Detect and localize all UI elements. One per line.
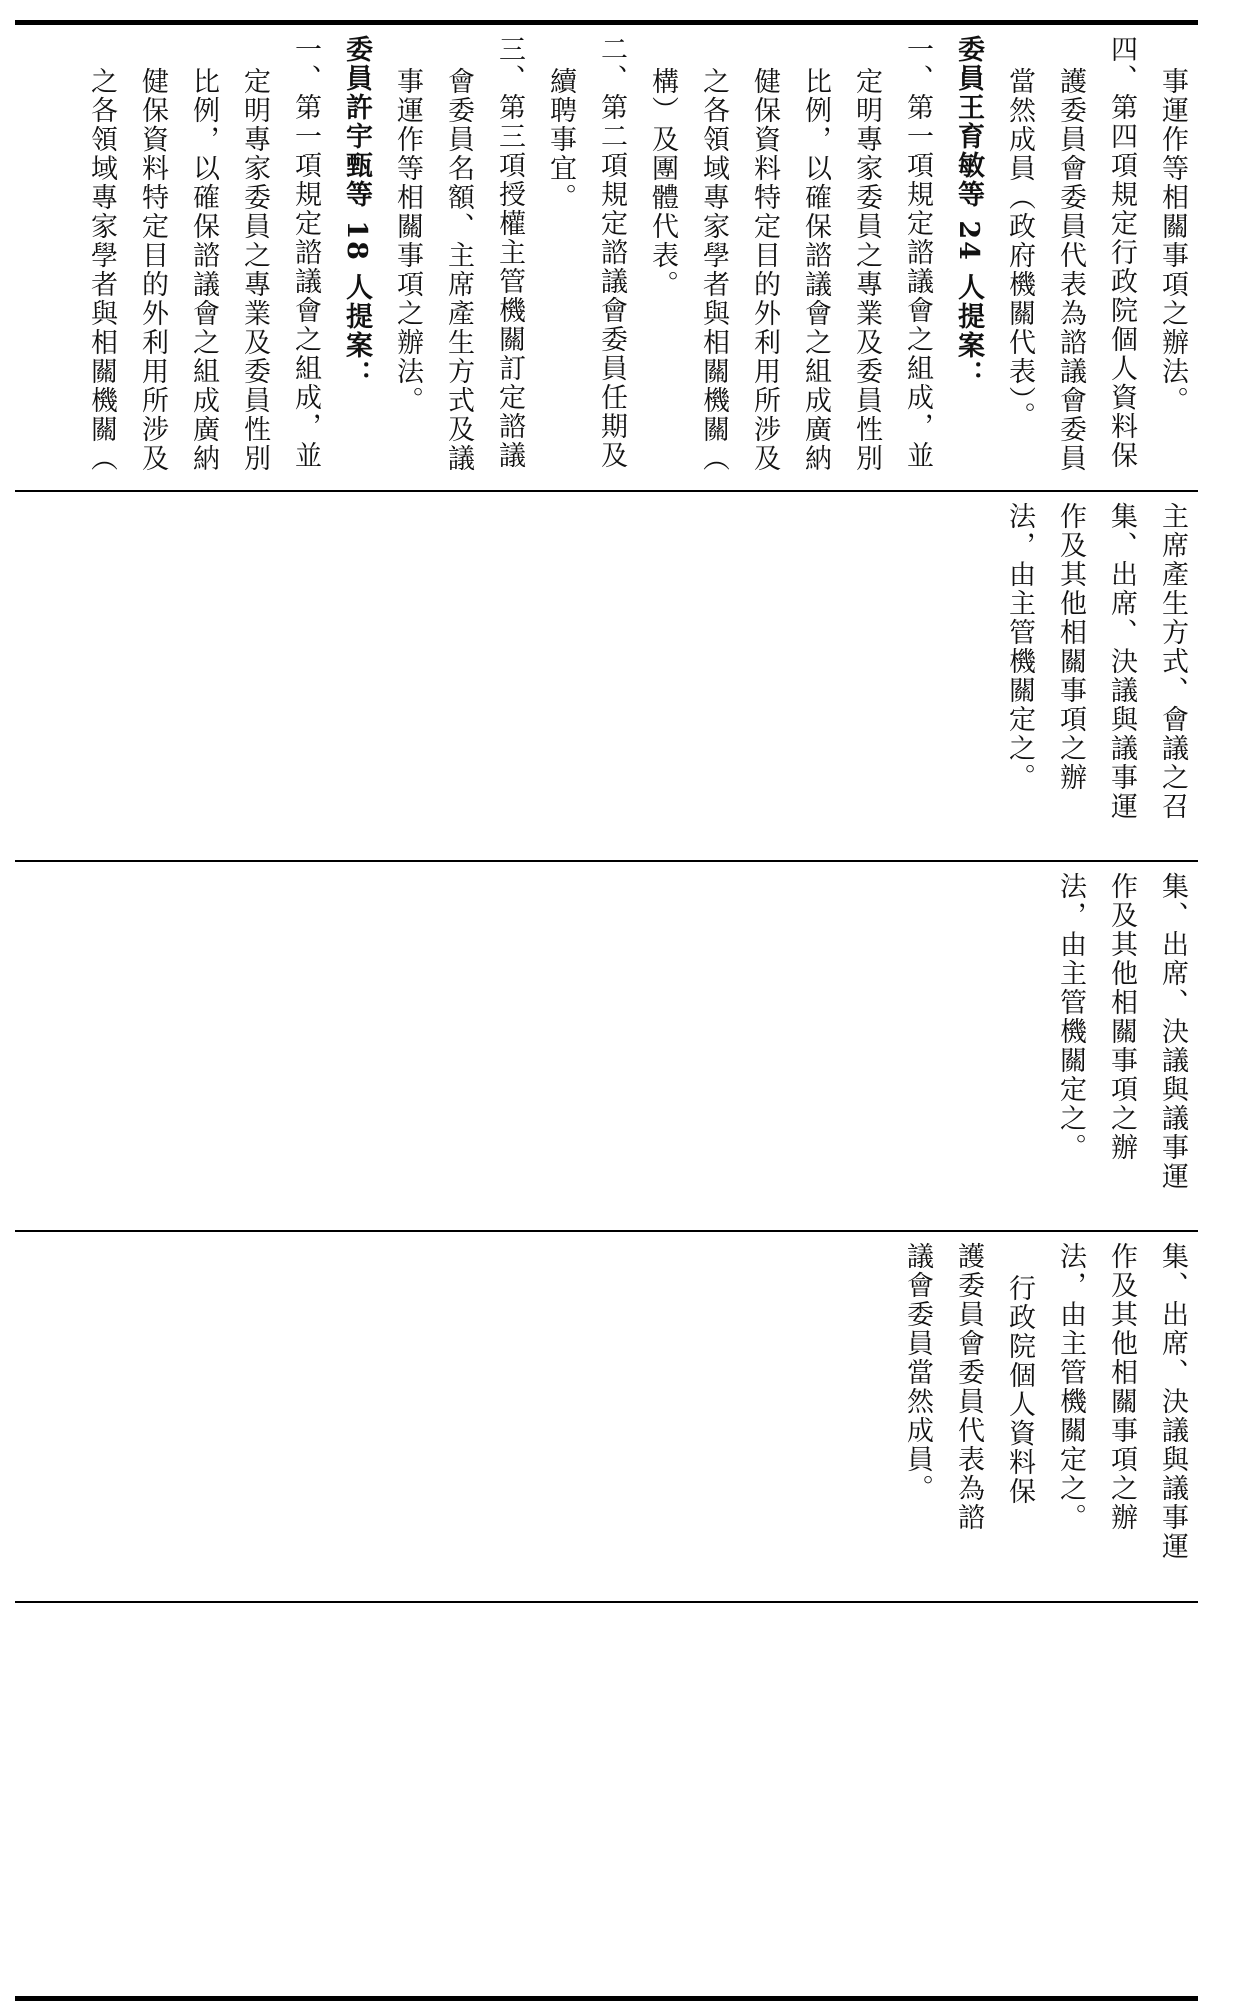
- text-line: 主席產生方式、會議之召: [1157, 502, 1188, 821]
- text-line: 三、第三項授權主管機關訂定諮議: [494, 35, 525, 470]
- text-line: 一、第一項規定諮議會之組成，並: [290, 35, 321, 470]
- text-line: 護委員會委員代表為諮: [953, 1242, 984, 1532]
- text-line: 法，由主管機關定之。: [1055, 1242, 1086, 1532]
- text-line: 集、出席、決議與議事運: [1157, 1242, 1188, 1561]
- cell-proposal-a: [15, 492, 1198, 860]
- text-line: 健保資料特定目的外利用所涉及: [749, 67, 780, 473]
- text-line: 委員王育敏等 24 人提案：: [953, 35, 984, 390]
- text-line: 構）及團體代表。: [647, 67, 678, 299]
- text-line: 會委員名額、主席產生方式及議: [443, 67, 474, 473]
- text-line: 議會委員當然成員。: [902, 1242, 933, 1503]
- text-line: 之各領域專家學者與相關機關（: [86, 67, 117, 473]
- cell-proposal-b: [15, 862, 1198, 1230]
- text-line: 二、第二項規定諮議會委員任期及: [596, 35, 627, 470]
- proposal-a-text: [994, 492, 1198, 870]
- text-line: 事運作等相關事項之辦法。: [1157, 67, 1188, 415]
- proposal-b-text: [1045, 862, 1198, 1240]
- text-line: 續聘事宜。: [545, 67, 576, 212]
- text-line: 行政院個人資料保: [1004, 1274, 1035, 1506]
- text-line: 法，由主管機關定之。: [1055, 872, 1086, 1162]
- text-line: 一、第一項規定諮議會之組成，並: [902, 35, 933, 470]
- text-line: 作及其他相關事項之辦: [1055, 502, 1086, 792]
- text-line: 比例，以確保諮議會之組成廣納: [800, 67, 831, 473]
- text-line: 作及其他相關事項之辦: [1106, 872, 1137, 1162]
- text-line: 委員許宇甄等 18 人提案：: [341, 35, 372, 390]
- explanation-text: [76, 25, 1198, 500]
- text-line: 護委員會委員代表為諮議會委員: [1055, 67, 1086, 473]
- cell-explanation: [15, 25, 1198, 490]
- text-line: 當然成員（政府機關代表）。: [1004, 67, 1035, 431]
- cell-empty: [15, 1603, 1198, 1996]
- text-line: 作及其他相關事項之辦: [1106, 1242, 1137, 1532]
- text-line: 四、第四項規定行政院個人資料保: [1106, 35, 1137, 470]
- text-line: 法，由主管機關定之。: [1004, 502, 1035, 792]
- cell-proposal-c: [15, 1232, 1198, 1601]
- text-line: 之各領域專家學者與相關機關（: [698, 67, 729, 473]
- text-line: 定明專家委員之專業及委員性別: [851, 67, 882, 473]
- text-line: 定明專家委員之專業及委員性別: [239, 67, 270, 473]
- text-line: 事運作等相關事項之辦法。: [392, 67, 423, 415]
- text-line: 集、出席、決議與議事運: [1106, 502, 1137, 821]
- text-line: 比例，以確保諮議會之組成廣納: [188, 67, 219, 473]
- bottom-rule: [15, 1996, 1198, 2001]
- proposal-c-text: [892, 1232, 1198, 1611]
- text-line: 集、出席、決議與議事運: [1157, 872, 1188, 1191]
- text-line: 健保資料特定目的外利用所涉及: [137, 67, 168, 473]
